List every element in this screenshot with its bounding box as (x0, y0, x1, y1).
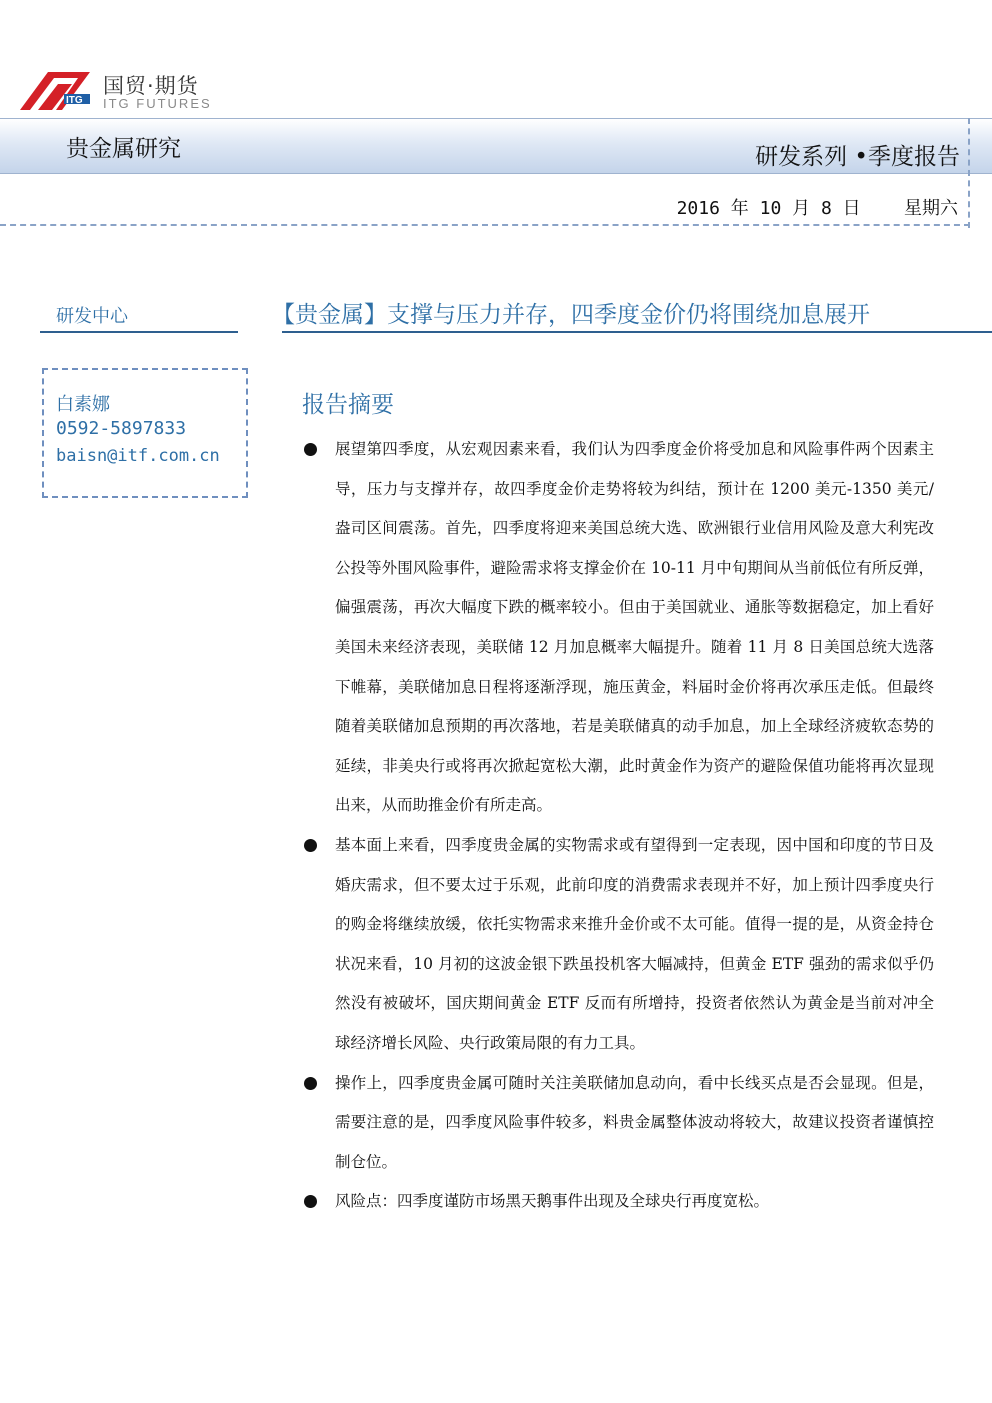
contact-email[interactable]: baisn@itf.com.cn (56, 446, 220, 466)
weekday-text: 星期六 (904, 198, 958, 219)
summary-text: 基本面上来看，四季度贵金属的实物需求或有望得到一定表现，因中国和印度的节日及婚庆需求，但不要太过于乐观，此前印度的消费需求表现并不好，加上预计四季度央行的购金将继续放缓，依托实物需求来推升金价或不太可能。值得一提的是，从资金持仓状况来看，10 月初的这波金银下跌虽投机客大幅减持，但黄金 ETF 强劲的需求似乎仍然没有被破坏，国庆期间黄金 ETF 反而有所增持，投资者依然认为黄金是当前对冲全球经济增长风险、央行政策局限的有力工具。 (335, 835, 934, 1052)
date-text: 2016 年 10 月 8 日 (676, 198, 861, 219)
report-title: 【贵金属】支撑与压力并存，四季度金价仍将围绕加息展开 (272, 302, 870, 328)
header-category: 贵金属研究 (66, 136, 181, 162)
summary-item (304, 1182, 934, 1222)
bullet-icon (304, 443, 317, 456)
bullet-icon (304, 1195, 317, 1208)
logo-brand-en: ITG FUTURES (103, 96, 212, 111)
header-horizontal-divider (0, 224, 970, 226)
header-series: 研发系列 •季度报告 (755, 144, 960, 170)
summary-item (304, 1064, 934, 1183)
contact-name: 白素娜 (56, 394, 110, 415)
summary-list (304, 430, 934, 1222)
sidebar-divider (40, 331, 238, 333)
title-divider (282, 331, 992, 333)
sidebar-dept: 研发中心 (56, 306, 128, 327)
contact-phone: 0592-5897833 (56, 418, 187, 439)
logo-brand-cn: 国贸·期货 (103, 74, 199, 98)
summary-text: 操作上，四季度贵金属可随时关注美联储加息动向，看中长线买点是否会显现。但是，需要注意的是，四季度风险事件较多，料贵金属整体波动将较大，故建议投资者谨慎控制仓位。 (335, 1073, 934, 1171)
header-vertical-divider (968, 118, 970, 228)
logo-mark-text: ITG (66, 95, 83, 106)
bullet-icon (304, 839, 317, 852)
bullet-icon (304, 1077, 317, 1090)
summary-text: 展望第四季度，从宏观因素来看，我们认为四季度金价将受加息和风险事件两个因素主导，压力与支撑并存，故四季度金价走势将较为纠结，预计在 1200 美元-1350 美元/盎司区间震荡。首先，四季度将迎来美国总统大选、欧洲银行业信用风险及意大利宪改公投等外围风险事件，避险需求将支撑金价在 10-11 月中旬期间从当前低位有所反弹，偏强震荡，再次大幅度下跌的概率较小。但由于美国就业、通胀等数据稳定，加上看好美国未来经济表现，美联储 12 月加息概率大幅提升。随着 11 月 8 日美国总统大选落下帷幕，美联储加息日程将逐渐浮现，施压黄金，料届时金价将再次承压走低。但最终随着美联储加息预期的再次落地，若是美联储真的动手加息，加上全球经济疲软态势的延续，非美央行或将再次掀起宽松大潮，此时黄金作为资产的避险保值功能将再次显现出来，从而助推金价有所走高。 (335, 440, 934, 815)
summary-item (304, 826, 934, 1064)
summary-text: 风险点：四季度谨防市场黑天鹅事件出现及全球央行再度宽松。 (335, 1192, 770, 1211)
summary-item (304, 430, 934, 826)
report-date (677, 194, 958, 220)
section-title: 报告摘要 (302, 392, 394, 418)
